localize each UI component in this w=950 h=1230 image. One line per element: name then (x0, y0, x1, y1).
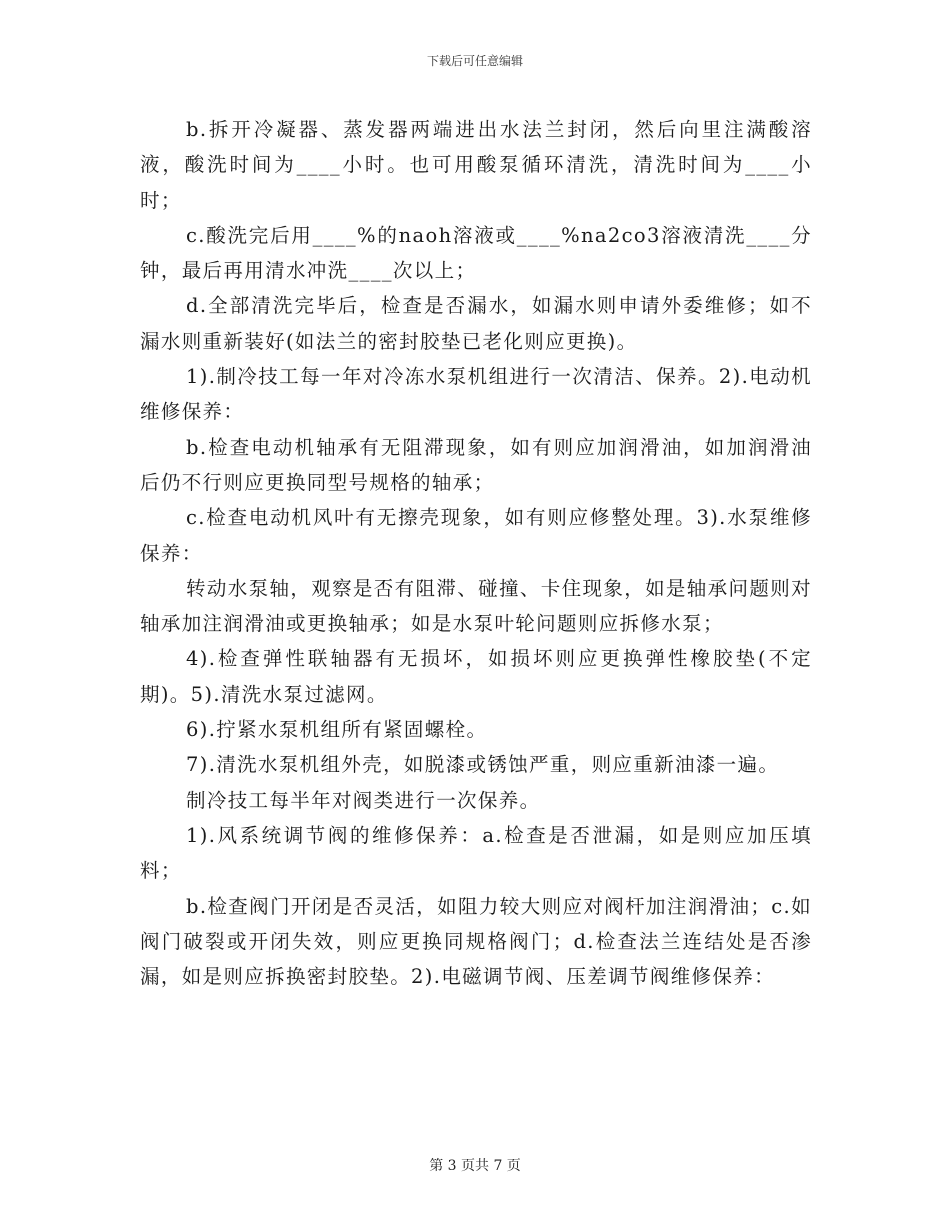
paragraph-5: b.检查电动机轴承有无阻滞现象，如有则应加润滑油，如加润滑油后仍不行则应更换同型号规格的轴承； (140, 435, 812, 494)
paragraph-1: b.拆开冷凝器、蒸发器两端进出水法兰封闭，然后向里注满酸溶液，酸洗时间为____小时。也可用酸泵循环清洗，清洗时间为____小时； (140, 118, 812, 212)
paragraph-3: d.全部清洗完毕后，检查是否漏水，如漏水则申请外委维修；如不漏水则重新装好(如法兰的密封胶垫已老化则应更换)。 (140, 294, 812, 353)
document-body (140, 112, 812, 994)
paragraph-2: c.酸洗完后用____%的naoh溶液或____%na2co3溶液清洗____分钟，最后再用清水冲洗____次以上； (140, 223, 812, 283)
paragraph-7: 转动水泵轴，观察是否有阻滞、碰撞、卡住现象，如是轴承问题则对轴承加注润滑油或更换轴承；如是水泵叶轮问题则应拆修水泵； (140, 576, 812, 636)
paragraph-10: 7).清洗水泵机组外壳，如脱漆或锈蚀严重，则应重新油漆一遍。 (186, 753, 780, 777)
paragraph-12: 1).风系统调节阀的维修保养：a.检查是否泄漏，如是则应加压填料； (140, 823, 812, 883)
page-number: 第 3 页共 7 页 (429, 1158, 521, 1174)
page-header: 下载后可任意编辑 (426, 54, 523, 68)
paragraph-13: b.检查阀门开闭是否灵活，如阻力较大则应对阀杆加注润滑油；c.如阀门破裂或开闭失效，则应更换同规格阀门；d.检查法兰连结处是否渗漏，如是则应拆换密封胶垫。2).电磁调节阀、压差调节阀维修保养： (140, 894, 812, 989)
paragraph-11: 制冷技工每半年对阀类进行一次保养。 (186, 788, 541, 812)
paragraph-6: c.检查电动机风叶有无擦壳现象，如有则应修整处理。3).水泵维修保养： (140, 506, 812, 565)
paragraph-4: 1).制冷技工每一年对冷冻水泵机组进行一次清洁、保养。2).电动机维修保养： (140, 365, 812, 424)
paragraph-9: 6).拧紧水泵机组所有紧固螺栓。 (186, 718, 488, 742)
paragraph-8: 4).检查弹性联轴器有无损坏，如损坏则应更换弹性橡胶垫(不定期)。5).清洗水泵过滤网。 (140, 647, 812, 706)
